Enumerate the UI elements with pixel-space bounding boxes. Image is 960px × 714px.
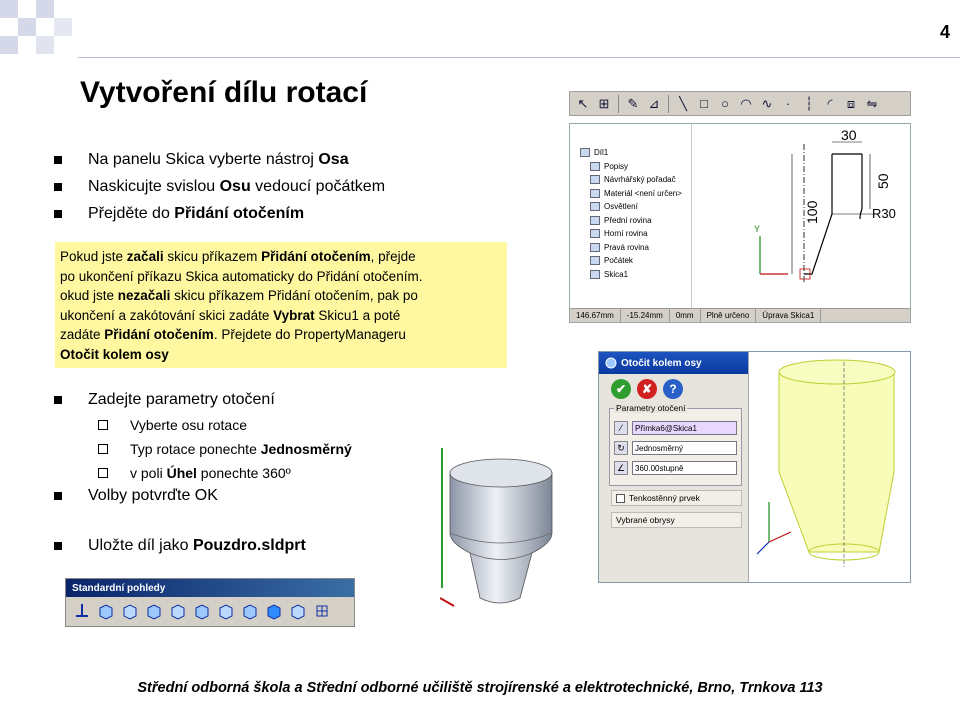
plane-icon	[590, 216, 600, 225]
part-preview	[440, 448, 560, 618]
rectangle-icon[interactable]: □	[700, 96, 708, 111]
fillet-icon[interactable]: ◜	[827, 95, 833, 111]
tree-item[interactable]: Popisy	[570, 160, 691, 174]
dimension-r30[interactable]: R30	[872, 206, 896, 221]
status-x: 146.67mm	[570, 309, 621, 322]
line-icon[interactable]: ╲	[679, 95, 687, 111]
select-icon[interactable]: ↖	[577, 95, 589, 111]
property-manager	[599, 352, 749, 583]
revolve-preview-body	[779, 372, 894, 552]
note-line: ukončení a zakótování skici zadáte Vybrat Skicu1 a poté	[60, 307, 401, 323]
tree-item[interactable]: Horní rovina	[570, 227, 691, 241]
decor-square	[36, 36, 54, 54]
bullet-square-icon	[54, 492, 62, 500]
bullet-text: Uložte díl jako Pouzdro.sldprt	[88, 537, 306, 554]
offset-icon[interactable]: ⧈	[846, 95, 856, 111]
centerline-icon[interactable]: ┆	[805, 95, 813, 111]
slide-title: Vytvoření dílu rotací	[80, 76, 368, 109]
folder-icon	[590, 175, 600, 184]
revolve-preview-top	[779, 360, 895, 384]
bottom-view-icon[interactable]	[216, 601, 236, 621]
spline-icon[interactable]: ∿	[761, 95, 773, 111]
checkbox[interactable]	[616, 494, 625, 503]
property-manager-actions	[599, 374, 748, 404]
type-field	[614, 441, 737, 455]
bullet-square-icon	[54, 396, 62, 404]
selected-contours-toggle[interactable]: Vybrané obrysy	[611, 512, 742, 528]
revolve-preview-canvas	[749, 352, 911, 583]
sub-bullet-text: Typ rotace ponechte Jednosměrný	[130, 441, 352, 457]
hollow-square-icon	[98, 468, 108, 478]
part-icon	[580, 148, 590, 157]
help-button[interactable]: ?	[663, 379, 683, 399]
angle-icon: ∠	[614, 461, 628, 475]
decor-square	[0, 0, 18, 18]
lighting-icon	[590, 202, 600, 211]
decor-square	[0, 36, 18, 54]
hollow-square-icon	[98, 420, 108, 430]
angle-input[interactable]: 360.00stupně	[632, 461, 737, 475]
smart-dimension-icon[interactable]: ⊿	[648, 95, 660, 111]
point-icon[interactable]: ·	[785, 96, 791, 111]
grid-icon[interactable]: ⊞	[598, 95, 610, 111]
origin-icon	[590, 256, 600, 265]
group-label: Parametry otočení	[616, 403, 686, 413]
revolve-type-select[interactable]: Jednosměrný	[632, 441, 737, 455]
z-axis-arrow	[757, 542, 769, 554]
x-axis-arrow	[440, 598, 454, 606]
angle-field	[614, 461, 737, 475]
note-line: Pokud jste začali skicu příkazem Přidání otočením, přejde	[60, 249, 416, 264]
status-bar	[570, 308, 910, 322]
revolve-icon	[605, 357, 617, 369]
tree-item[interactable]: Návrhářský pořadač	[570, 173, 691, 187]
tree-item[interactable]: Počátek	[570, 254, 691, 268]
dimension-30[interactable]: 30	[841, 127, 857, 143]
tree-root[interactable]: Díl1	[570, 146, 691, 160]
note-line: po ukončení příkazu Skica automaticky do Přidání otočením.	[60, 268, 423, 284]
status-y: -15.24mm	[621, 309, 670, 322]
top-view-icon[interactable]	[192, 601, 212, 621]
toolbar-separator	[668, 95, 669, 113]
revolve-parameters-group	[609, 403, 742, 486]
dimension-100[interactable]: 100	[804, 200, 820, 224]
bullet-square-icon	[54, 183, 62, 191]
bullet-text: Zadejte parametry otočení	[88, 391, 275, 408]
sub-bullet-text: v poli Úhel ponechte 360º	[130, 465, 291, 481]
bullet-text: Na panelu Skica vyberte nástroj Osa	[88, 151, 349, 168]
view-orientation-icon[interactable]	[312, 601, 332, 621]
x-axis-arrow	[769, 532, 791, 542]
right-view-icon[interactable]	[168, 601, 188, 621]
part-top-face	[450, 459, 552, 487]
note-line: zadáte Přidání otočením. Přejdete do PropertyManageru	[60, 327, 406, 342]
dimension-50[interactable]: 50	[875, 173, 891, 189]
tree-item[interactable]: Přední rovina	[570, 214, 691, 228]
bullet-text: Naskicujte svislou Osu vedoucí počátkem	[88, 178, 386, 195]
front-view-icon[interactable]	[96, 601, 116, 621]
note-box	[55, 242, 507, 368]
axis-field	[614, 421, 737, 435]
plane-icon	[590, 243, 600, 252]
toolbar-separator	[618, 95, 619, 113]
revolve-screenshot	[598, 351, 911, 583]
tree-item[interactable]: Osvětlení	[570, 200, 691, 214]
cancel-button[interactable]: ✘	[637, 379, 657, 399]
property-manager-title: Otočit kolem osy	[621, 357, 702, 369]
decor-square	[36, 0, 54, 18]
sketch-icon	[590, 270, 600, 279]
note-line: Otočit kolem osy	[60, 346, 169, 362]
thin-feature-toggle[interactable]: Tenkostěnný prvek	[611, 490, 742, 506]
part-3d-image	[440, 448, 560, 618]
views-toolbar-title: Standardní pohledy	[66, 579, 354, 597]
bullet-square-icon	[54, 156, 62, 164]
y-axis-label: Y	[754, 224, 761, 234]
circle-icon[interactable]: ○	[721, 96, 729, 111]
hollow-square-icon	[98, 444, 108, 454]
axis-icon: ⁄	[614, 421, 628, 435]
sketch-icon[interactable]: ✎	[627, 95, 639, 111]
direction-icon[interactable]: ↻	[614, 441, 628, 455]
page-number: 4	[939, 22, 950, 42]
axis-input[interactable]: Přímka6@Skica1	[632, 421, 737, 435]
decor-square	[54, 18, 72, 36]
left-view-icon[interactable]	[144, 601, 164, 621]
isometric-view-icon[interactable]	[240, 601, 260, 621]
bullet-text: Přejděte do Přidání otočením	[88, 205, 305, 222]
plane-icon	[590, 229, 600, 238]
arc-icon[interactable]: ◠	[740, 95, 752, 111]
annotations-icon	[590, 162, 600, 171]
ok-button[interactable]: ✔	[611, 379, 631, 399]
back-view-icon[interactable]	[120, 601, 140, 621]
status-z: 0mm	[670, 309, 701, 322]
status-mode: Úprava Skica1	[756, 309, 821, 322]
header-rule	[78, 57, 960, 58]
status-constraint: Plně určeno	[701, 309, 757, 322]
feature-tree	[570, 124, 692, 309]
bullet-square-icon	[54, 210, 62, 218]
tree-item[interactable]: Pravá rovina	[570, 241, 691, 255]
sketch-canvas	[692, 124, 911, 309]
normal-to-icon[interactable]	[72, 601, 92, 621]
tree-item[interactable]: Materiál <není určen>	[570, 187, 691, 201]
note-line: okud jste nezačali skicu příkazem Přidání otočením, pak po	[60, 288, 418, 303]
sub-bullet-text: Vyberte osu rotace	[130, 417, 247, 433]
material-icon	[590, 189, 600, 198]
views-buttons	[66, 597, 354, 625]
footer-text: Střední odborná škola a Střední odborné učiliště strojírenské a elektrotechnické, Brno, Trnkova 113	[137, 680, 823, 696]
mirror-icon[interactable]: ⇋	[866, 95, 878, 111]
property-manager-header	[599, 352, 748, 374]
sketch-screenshot	[569, 123, 911, 323]
sketch-toolbar	[569, 91, 911, 116]
trimetric-view-icon[interactable]	[264, 601, 284, 621]
dimetric-view-icon[interactable]	[288, 601, 308, 621]
bullet-square-icon	[54, 542, 62, 550]
standard-views-toolbar	[65, 578, 355, 627]
decor-square	[18, 18, 36, 36]
tree-item[interactable]: Skica1	[570, 268, 691, 282]
bullet-text: Volby potvrďte OK	[88, 487, 218, 504]
